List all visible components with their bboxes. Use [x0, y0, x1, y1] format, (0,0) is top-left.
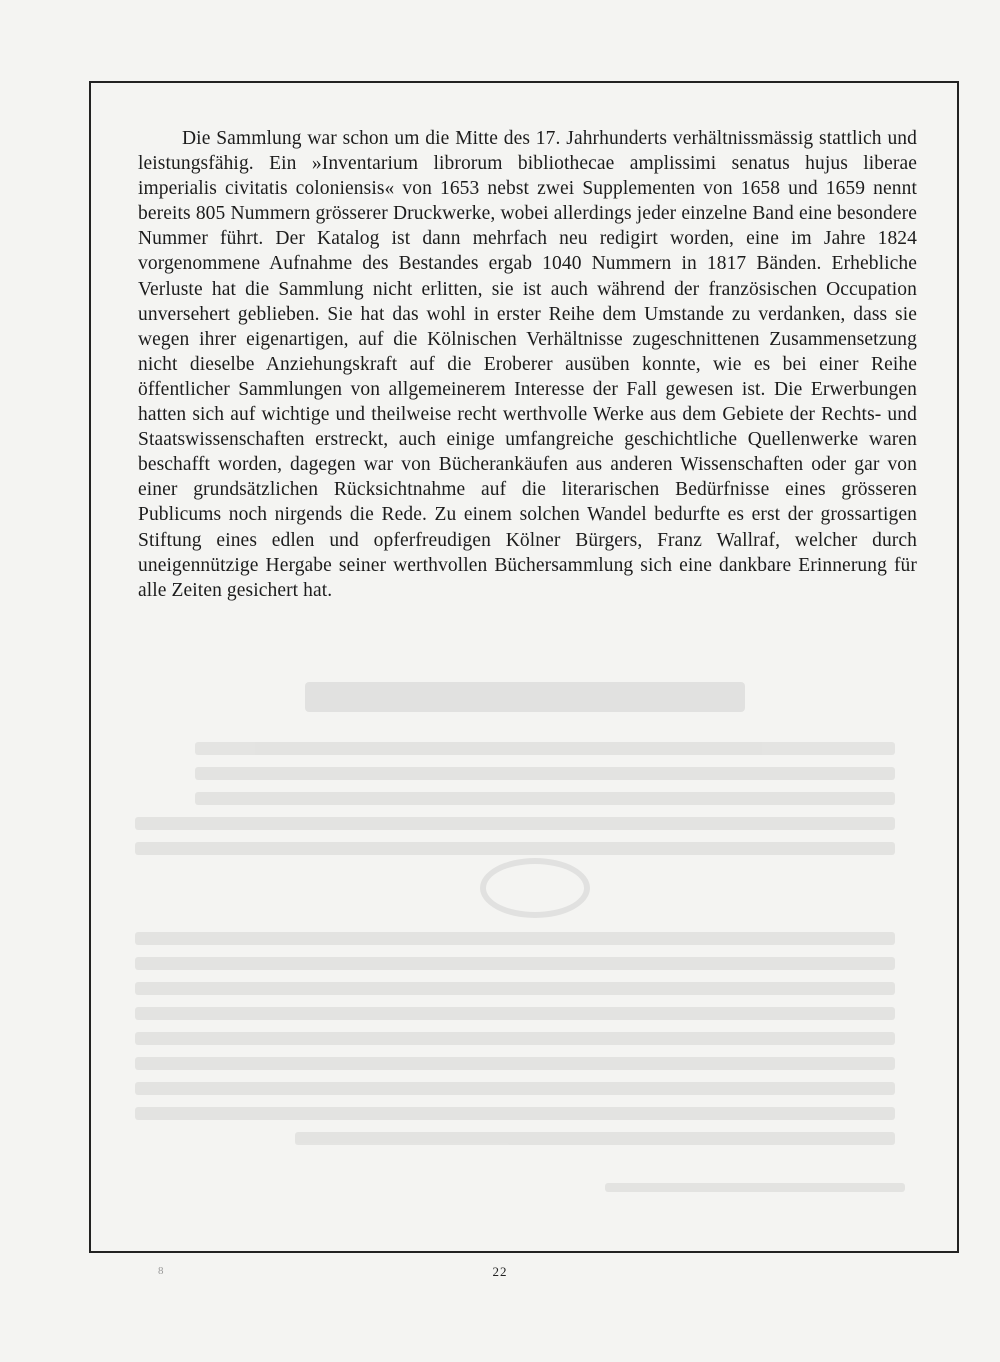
body-paragraph: Die Sammlung war schon um die Mitte des 17. Jahrhunderts verhältnissmässig stattlich und leistungsfähig. Ein »Inventarium librorum bibliothecae amplissimi senatus hujus liberae imperialis civitatis coloniensis« von 1653 nebst zwei Supplementen von 1658 und 1659 nennt bereits 805 Nummern grösserer Druckwerke, wobei allerdings jeder einzelne Band eine besondere Nummer führt. Der Katalog ist dann mehrfach neu redigirt worden, eine im Jahre 1824 vorgenommene Aufnahme des Bestandes ergab 1040 Nummern in 1817 Bänden. Erhebliche Verluste hat die Sammlung nicht erlitten, sie ist auch während der französischen Occupation unversehert geblieben. Sie hat das wohl in erster Reihe dem Umstande zu verdanken, dass sie wegen ihrer eigenartigen, auf die Kölnischen Verhältnisse zugeschnittenen Zusammensetzung nicht dieselbe Anziehungskraft auf die Eroberer ausüben konnte, wie es bei einer Reihe öffentlicher Sammlungen von allgemeinerem Interesse der Fall gewesen ist. Die Erwerbungen hatten sich auf wichtige und theilweise recht werthvolle Werke aus dem Gebiete der Rechts- und Staatswissenschaften erstreckt, auch einige umfangreiche geschichtliche Quellenwerke waren beschafft worden, dagegen war von Bücherankäufen aus anderen Wissenschaften oder gar von einer grundsätzlichen Rücksichtnahme auf die literarischen Bedürfnisse eines grösseren Publicums noch nirgends die Rede. Zu einem solchen Wandel bedurfte es erst der grossartigen Stiftung eines edlen und opferfreudigen Kölner Bürgers, Franz Wallraf, welcher durch uneigennützige Hergabe seiner werthvollen Büchersammlung sich eine dankbare Erinnerung für alle Zeiten gesichert hat.	[138, 128, 917, 601]
corner-mark: 8	[158, 1265, 164, 1277]
page-number: 22	[492, 1264, 508, 1279]
